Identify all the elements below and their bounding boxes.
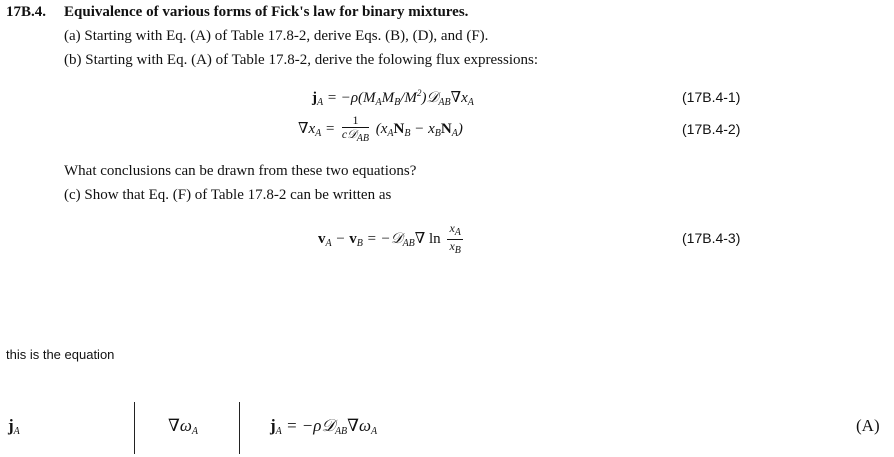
table-cell-flux-symbol: $j_A$: [8, 416, 20, 437]
equation-number-1: (17B.4-1): [682, 89, 741, 105]
equation-17b4-3: $v_A - v_B$ = −𝒟$_{AB}$∇ ln $\frac{x_A}{x_B}$: [318, 221, 461, 256]
table-divider-1: [134, 402, 135, 454]
equation-17b4-2: $\nabla x_A$ = $\frac{1}{c𝒟_{AB}}$ $(x_AN_B - x_BN_A)$: [298, 113, 463, 144]
question-text: What conclusions can be drawn from these two equations?: [64, 163, 417, 179]
problem-title: Equivalence of various forms of Fick's law for binary mixtures.: [64, 4, 469, 20]
equation-number-2: (17B.4-2): [682, 121, 741, 137]
note-text: this is the equation: [6, 347, 115, 362]
part-b-text: (b) Starting with Eq. (A) of Table 17.8-2, derive the folowing flux expressions:: [64, 52, 538, 68]
equation-label-a: (A): [856, 416, 880, 435]
table-divider-2: [239, 402, 240, 454]
table-cell-gradient: $\nabla\omega_A$: [168, 416, 198, 437]
equation-17b4-1: $j_A$ = $-\rho(M_AM_B/M^2)𝒟_{AB}\nabla x_A$: [312, 88, 474, 108]
table-cell-fick-law: $j_A$ = $-\rho 𝒟_{AB}\nabla\omega_A$: [270, 416, 378, 437]
problem-number: 17B.4.: [6, 4, 47, 20]
equation-number-3: (17B.4-3): [682, 230, 741, 246]
part-c-text: (c) Show that Eq. (F) of Table 17.8-2 can be written as: [64, 187, 392, 203]
part-a-text: (a) Starting with Eq. (A) of Table 17.8-2, derive Eqs. (B), (D), and (F).: [64, 28, 489, 44]
